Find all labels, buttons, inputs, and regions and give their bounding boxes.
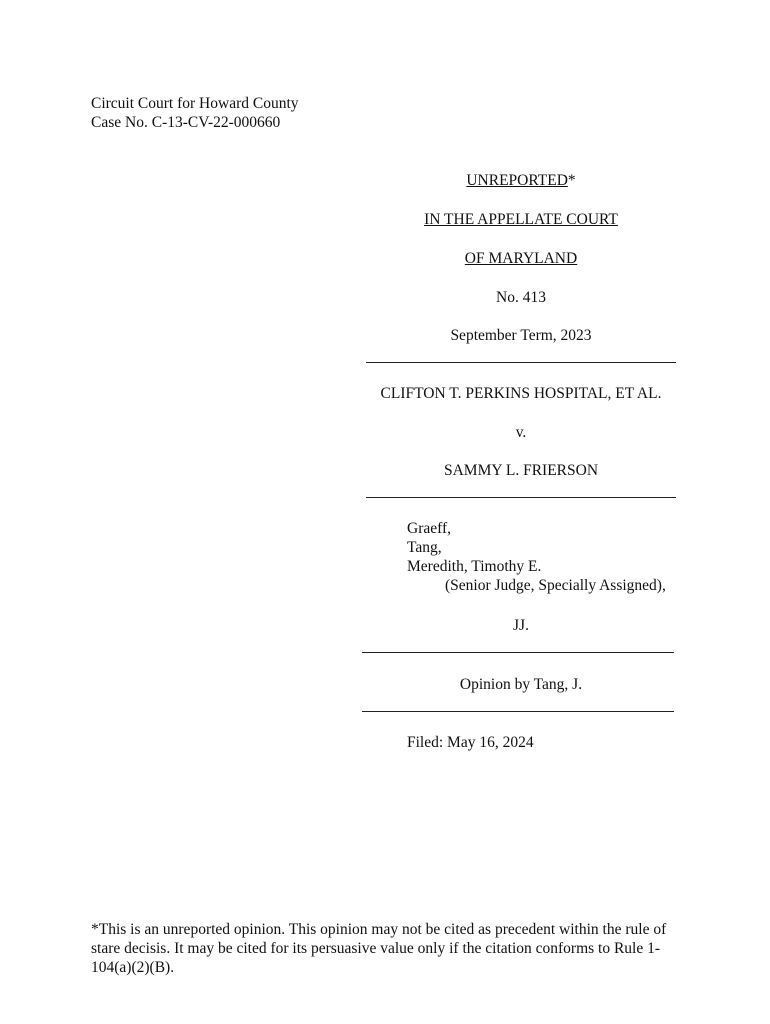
court-name-line1: IN THE APPELLATE COURT [424, 211, 618, 228]
appellee-name: SAMMY L. FRIERSON [443, 462, 599, 479]
divider-1 [366, 362, 676, 363]
judge-note: (Senior Judge, Specially Assigned), [445, 577, 666, 594]
footnote: *This is an unreported opinion. This opinion may not be cited as precedent within the rule of stare decisis. It may be cited for its persuasive value only if the citation conforms to Rule 1-104(a)(2)(B). [91, 921, 667, 976]
judges-suffix: JJ. [513, 617, 529, 634]
docket-number: No. 413 [496, 289, 546, 306]
judge-graeff: Graeff, [407, 520, 452, 537]
appellant-name: CLIFTON T. PERKINS HOSPITAL, ET AL. [380, 385, 662, 402]
court-info [91, 94, 299, 132]
judge-meredith: Meredith, Timothy E. [407, 558, 542, 575]
court-name-line2: OF MARYLAND [464, 250, 578, 267]
circuit-court-name: Circuit Court for Howard County [91, 95, 299, 112]
divider-2 [366, 497, 676, 498]
unreported-heading [366, 171, 676, 190]
divider-3 [362, 652, 674, 653]
unreported-label: UNREPORTED [466, 172, 568, 189]
panel-judges [407, 519, 666, 595]
judge-tang: Tang, [407, 539, 442, 556]
filed-date: Filed: May 16, 2024 [407, 734, 534, 751]
divider-4 [362, 711, 674, 712]
case-number: Case No. C-13-CV-22-000660 [91, 114, 281, 131]
unreported-footnote-marker: * [567, 172, 576, 189]
term: September Term, 2023 [450, 327, 592, 344]
opinion-author: Opinion by Tang, J. [459, 676, 583, 693]
versus: v. [515, 424, 527, 441]
